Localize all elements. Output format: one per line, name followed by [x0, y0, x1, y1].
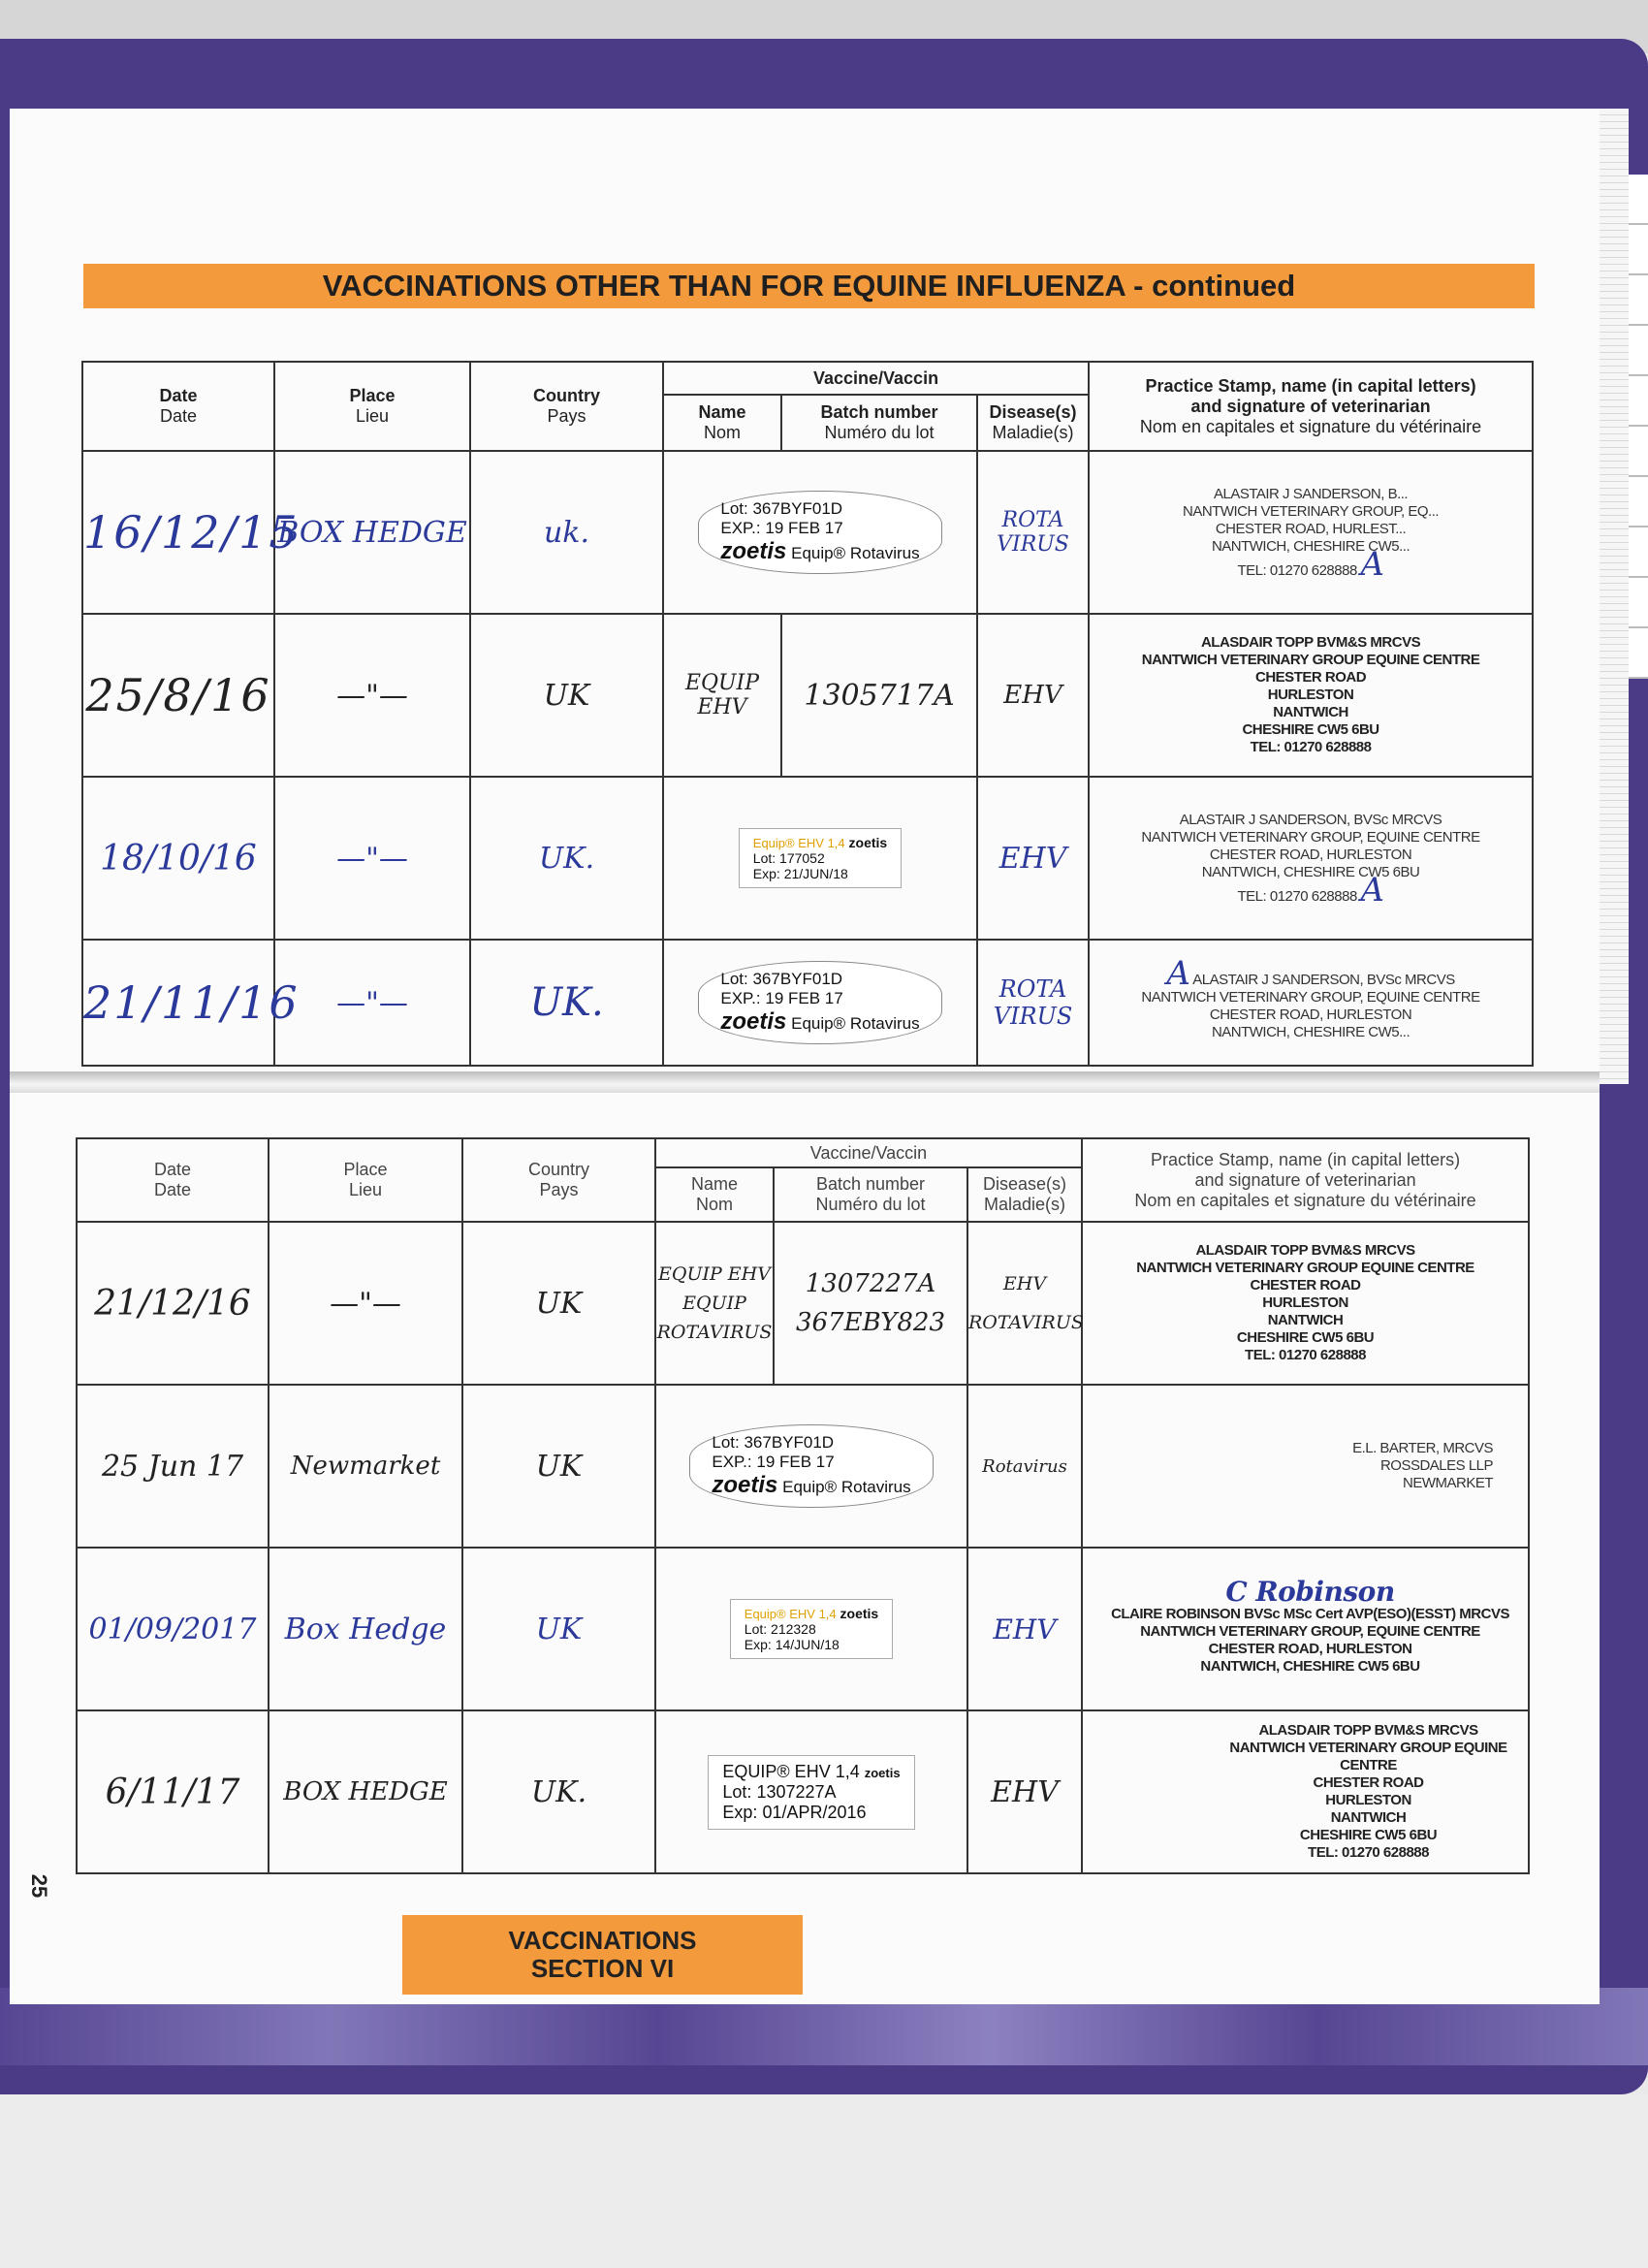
vet-stamp-cell: E.L. BARTER, MRCVS ROSSDALES LLP NEWMARKET — [1082, 1385, 1529, 1548]
zoetis-logo: zoetis — [848, 835, 888, 850]
table-row — [82, 940, 1533, 1066]
vet-signature: C Robinson — [1225, 1575, 1395, 1608]
book-gutter — [10, 1071, 1600, 1093]
place-cell: —"— — [274, 777, 470, 940]
country-cell: UK. — [470, 777, 663, 940]
table-row — [77, 1385, 1529, 1548]
header-name: Name Nom — [663, 395, 781, 451]
zoetis-logo: zoetis — [720, 538, 787, 564]
place-cell: —"— — [269, 1222, 462, 1385]
vaccine-label-cell — [655, 1710, 967, 1873]
date-cell: 21/12/16 — [77, 1222, 269, 1385]
country-cell: UK. — [462, 1710, 655, 1873]
vaccine-label: Equip® EHV 1,4 zoetis Lot: 177052 Exp: 21/JUN/18 — [739, 828, 902, 888]
header-date: Date Date — [77, 1138, 269, 1222]
vaccine-label-cell — [663, 777, 977, 940]
disease-cell: ROTA VIRUS — [977, 451, 1089, 614]
header-place: Place Lieu — [274, 362, 470, 451]
name-cell: EQUIP EHV — [663, 614, 781, 777]
vet-stamp-cell: ALASDAIR TOPP BVM&S MRCVS NANTWICH VETERINARY GROUP EQUINE CENTRE CHESTER ROAD HURLESTON NANTWICH CHESHIRE CW5 6BU TEL: 01270 628888 — [1082, 1710, 1529, 1873]
header-country: Country Pays — [470, 362, 663, 451]
date-cell: 16/12/15 — [82, 451, 274, 614]
header-batch: Batch number Numéro du lot — [781, 395, 977, 451]
vet-stamp-cell: A ALASTAIR J SANDERSON, BVSc MRCVS NANTWICH VETERINARY GROUP, EQUINE CENTRE CHESTER ROAD, HURLESTON NANTWICH, CHESHIRE CW5... — [1089, 940, 1533, 1066]
place-cell: Box Hedge — [269, 1548, 462, 1710]
vaccine-sticker-cell — [663, 451, 977, 614]
disease-cell: ROTA VIRUS — [977, 940, 1089, 1066]
date-cell: 01/09/2017 — [77, 1548, 269, 1710]
name-cell: EQUIP EHV EQUIP ROTAVIRUS — [655, 1222, 774, 1385]
date-cell: 21/11/16 — [82, 940, 274, 1066]
section-footer-tab: VACCINATIONS SECTION VI — [402, 1915, 803, 1995]
place-cell: BOX HEDGE — [269, 1710, 462, 1873]
scan-background-bottom — [0, 2094, 1648, 2268]
header-batch: Batch number Numéro du lot — [774, 1167, 967, 1222]
header-name: Name Nom — [655, 1167, 774, 1222]
background-paper-edge — [1629, 175, 1648, 679]
disease-cell: EHV — [977, 614, 1089, 777]
header-country: Country Pays — [462, 1138, 655, 1222]
date-cell: 18/10/16 — [82, 777, 274, 940]
place-cell: —"— — [274, 614, 470, 777]
batch-cell: 1305717A — [781, 614, 977, 777]
vaccine-label: Equip® EHV 1,4 zoetis Lot: 212328 Exp: 14/JUN/18 — [730, 1599, 893, 1659]
vet-stamp-cell: C Robinson CLAIRE ROBINSON BVSc MSc Cert AVP(ESO)(ESST) MRCVS NANTWICH VETERINARY GROUP, EQUINE CENTRE CHESTER ROAD, HURLESTON NANTWICH, CHESHIRE CW5 6BU — [1082, 1548, 1529, 1710]
table-row — [77, 1222, 1529, 1385]
vaccine-sticker: Lot: 367BYF01D EXP.: 19 FEB 17 zoetis Equip® Rotavirus — [698, 491, 941, 574]
header-practice-stamp: Practice Stamp, name (in capital letters) and signature of veterinarian Nom en capitales et signature du vétérinaire — [1082, 1138, 1529, 1222]
zoetis-logo: zoetis — [720, 1008, 787, 1035]
disease-cell: EHV — [977, 777, 1089, 940]
disease-cell: EHV ROTAVIRUS — [967, 1222, 1082, 1385]
vet-signature: A — [1360, 870, 1384, 910]
vet-stamp-cell: ALASDAIR TOPP BVM&S MRCVS NANTWICH VETERINARY GROUP EQUINE CENTRE CHESTER ROAD HURLESTON NANTWICH CHESHIRE CW5 6BU TEL: 01270 628888 — [1082, 1222, 1529, 1385]
place-cell: BOX HEDGE — [274, 451, 470, 614]
section-title-banner: VACCINATIONS OTHER THAN FOR EQUINE INFLUENZA - continued — [83, 264, 1535, 308]
vaccine-label-cell — [655, 1548, 967, 1710]
header-date: Date Date — [82, 362, 274, 451]
zoetis-logo: zoetis — [840, 1606, 879, 1621]
header-disease: Disease(s) Maladie(s) — [977, 395, 1089, 451]
vaccine-sticker-cell — [663, 940, 977, 1066]
zoetis-logo: zoetis — [864, 1765, 901, 1780]
table-row — [82, 777, 1533, 940]
table-row — [82, 614, 1533, 777]
vaccination-table-upper — [81, 361, 1534, 1067]
table-row — [77, 1710, 1529, 1873]
header-vaccine: Vaccine/Vaccin — [663, 362, 1089, 395]
vet-stamp-cell: ALASDAIR TOPP BVM&S MRCVS NANTWICH VETERINARY GROUP EQUINE CENTRE CHESTER ROAD HURLESTON NANTWICH CHESHIRE CW5 6BU TEL: 01270 628888 — [1089, 614, 1533, 777]
place-cell: Newmarket — [269, 1385, 462, 1548]
zoetis-logo: zoetis — [712, 1472, 778, 1498]
batch-cell: 1307227A 367EBY823 — [774, 1222, 967, 1385]
country-cell: UK — [462, 1548, 655, 1710]
vet-signature: A — [1360, 544, 1384, 584]
date-cell: 25 Jun 17 — [77, 1385, 269, 1548]
disease-cell: EHV — [967, 1548, 1082, 1710]
vet-stamp-cell: ALASTAIR J SANDERSON, BVSc MRCVS NANTWICH VETERINARY GROUP, EQUINE CENTRE CHESTER ROAD, HURLESTON NANTWICH, CHESHIRE CW5 6BU TEL: 01270 628888 A — [1089, 777, 1533, 940]
country-cell: UK. — [470, 940, 663, 1066]
header-disease: Disease(s) Maladie(s) — [967, 1167, 1082, 1222]
vaccine-sticker: Lot: 367BYF01D EXP.: 19 FEB 17 zoetis Equip® Rotavirus — [698, 961, 941, 1044]
vaccine-label: EQUIP® EHV 1,4 zoetis Lot: 1307227A Exp: 01/APR/2016 — [708, 1755, 914, 1830]
vaccination-table-lower — [76, 1137, 1530, 1874]
date-cell: 25/8/16 — [82, 614, 274, 777]
date-cell: 6/11/17 — [77, 1710, 269, 1873]
country-cell: UK — [470, 614, 663, 777]
country-cell: UK — [462, 1222, 655, 1385]
page-number: 25 — [27, 1873, 52, 1899]
header-place: Place Lieu — [269, 1138, 462, 1222]
disease-cell: EHV — [967, 1710, 1082, 1873]
disease-cell: Rotavirus — [967, 1385, 1082, 1548]
vaccine-sticker: Lot: 367BYF01D EXP.: 19 FEB 17 zoetis Equip® Rotavirus — [689, 1424, 933, 1508]
vet-signature: A — [1166, 953, 1190, 993]
table-row — [77, 1548, 1529, 1710]
place-cell: —"— — [274, 940, 470, 1066]
vaccine-sticker-cell — [655, 1385, 967, 1548]
header-practice-stamp: Practice Stamp, name (in capital letters) and signature of veterinarian Nom en capitales et signature du vétérinaire — [1089, 362, 1533, 451]
country-cell: uk. — [470, 451, 663, 614]
header-vaccine: Vaccine/Vaccin — [655, 1138, 1082, 1167]
table-row — [82, 451, 1533, 614]
country-cell: UK — [462, 1385, 655, 1548]
vet-stamp-cell: ALASTAIR J SANDERSON, B... NANTWICH VETERINARY GROUP, EQ... CHESTER ROAD, HURLEST... NANTWICH, CHESHIRE CW5... TEL: 01270 628888 A — [1089, 451, 1533, 614]
